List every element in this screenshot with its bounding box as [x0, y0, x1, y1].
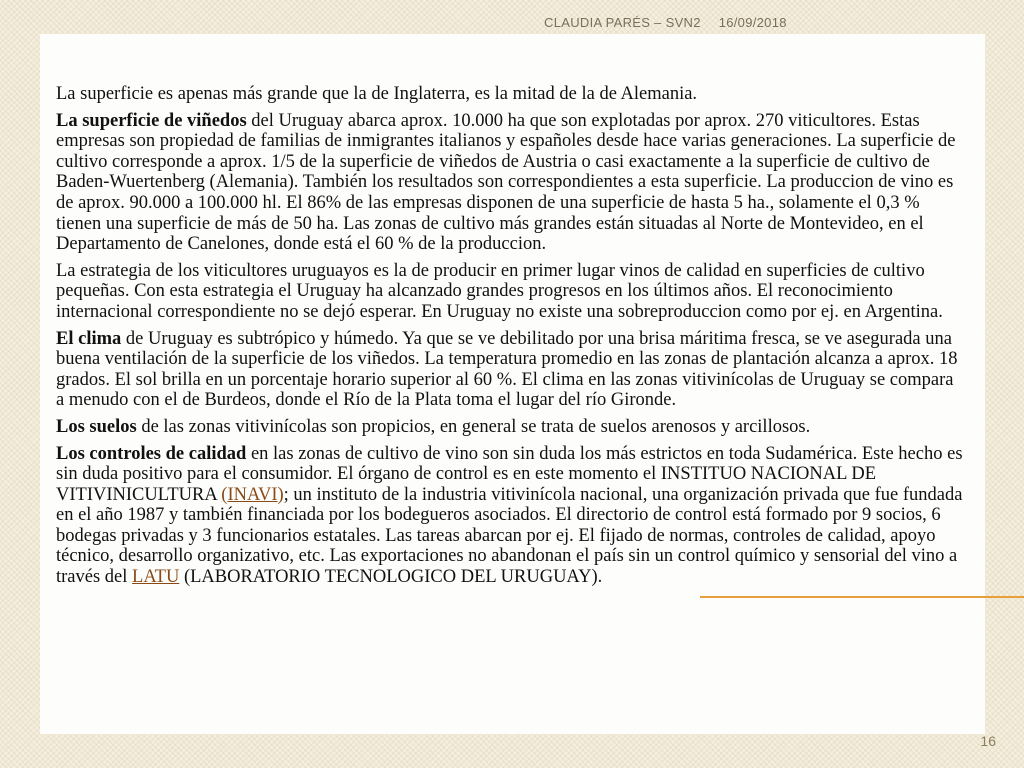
paragraph-text: ; un instituto de la industria vitivinícola nacional, una organización privada que fue fundada en el año 1987 y también financiada por los bodegueros asociados. El directorio de control está formado por 9 socios, 6 bodegas privadas y 3 funcionarios estatales. Las tareas abarcan por ej. El fijado de normas, controles de calidad, apoyo técnico, desarrollo organizativo, etc. Las exportaciones no abandonan el país sin un control químico y sensorial del vino a través del [56, 484, 963, 588]
accent-divider [700, 596, 1024, 598]
paragraph-strategy [56, 261, 966, 323]
paragraph-text: de las zonas vitivinícolas son propicios, en general se trata de suelos arenosos y arcillosos. [136, 416, 811, 437]
slide-body [56, 84, 966, 594]
paragraph-text: (LABORATORIO TECNOLOGICO DEL URUGUAY). [179, 567, 603, 588]
paragraph-heading: Los controles de calidad [56, 443, 247, 464]
paragraph-text: del Uruguay abarca aprox. 10.000 ha que son explotadas por aprox. 270 viticultores. Estas empresas son propiedad de familias de inmigrantes italianos y españoles desde hace varias generaciones. La superficie de cultivo corresponde a aprox. 1/5 de la superficie de viñedos de Austria o casi exactamente a la superficie de cultivo de Baden-Wuertenberg (Alemania). También los resultados son correspondientes a esta superficie. La produccion de vino es de aprox. 90.000 a 100.000 hl. El 86% de las empresas disponen de una superficie de hasta 5 ha., solamente el 0,3 % tienen una superficie de más de 50 ha. Las zonas de cultivo más grandes están situadas al Norte de Montevideo, en el Departamento de Canelones, donde está el 60 % de la produccion. [56, 110, 956, 255]
paragraph-text: en las zonas de cultivo de vino son sin duda los más estrictos en toda Sudamérica. Este hecho es sin duda positivo para el consumidor. El órgano de control es en este momento el INSTITUO NACIONAL DE VITIVINICULTURA [56, 443, 963, 505]
paragraph-text: La estrategia de los viticultores uruguayos es la de producir en primer lugar vinos de calidad en superficies de cultivo pequeñas. Con esta estrategia el Uruguay ha alcanzado grandes progresos en los últimos años. El reconocimiento internacional correspondiente no se dejó esperar. En Uruguay no existe una sobreproduccion como por ej. en Argentina. [56, 260, 943, 322]
paragraph-text: de Uruguay es subtrópico y húmedo. Ya que se ve debilitado por una brisa máritima fresca, se ve asegurada una buena ventilación de la superficie de los viñedos. La temperatura promedio en las zonas de plantación alcanza a aprox. 18 grados. El sol brilla en un porcentaje horario superior al 60 %. El clima en las zonas vitivinícolas de Uruguay se compara a menudo con el de Burdeos, donde el Río de la Plata toma el lugar del río Gironde. [56, 328, 958, 411]
paragraph-heading: El clima [56, 328, 122, 349]
paragraph-text: La superficie es apenas más grande que la de Inglaterra, es la mitad de la de Alemania. [56, 84, 698, 104]
paragraph-heading: La superficie de viñedos [56, 110, 247, 131]
paragraph-quality-controls [56, 444, 966, 588]
paragraph-area [56, 84, 966, 105]
paragraph-climate [56, 329, 966, 411]
page-number: 16 [980, 733, 996, 749]
inavi-link[interactable]: (INAVI) [221, 484, 284, 505]
latu-link[interactable]: LATU [132, 567, 180, 588]
paragraph-soils [56, 417, 966, 438]
paragraph-heading: Los suelos [56, 416, 137, 437]
header-author: CLAUDIA PARÉS – SVN2 [544, 15, 701, 30]
paragraph-vineyards [56, 111, 966, 255]
slide-header [544, 15, 787, 30]
header-date: 16/09/2018 [718, 15, 787, 30]
